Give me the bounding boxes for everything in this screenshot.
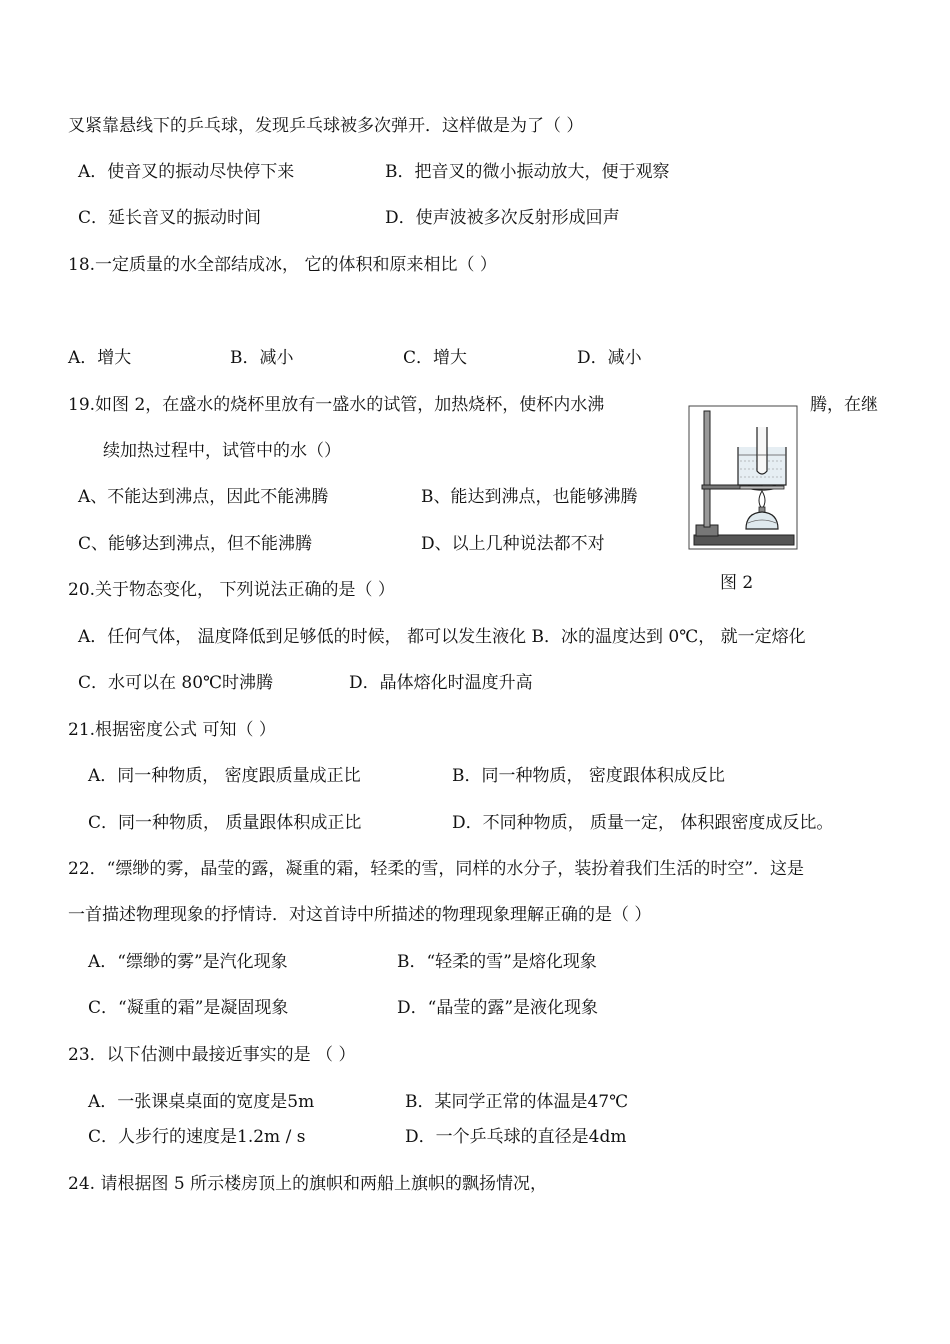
- q18-option-b: B．减小: [230, 348, 294, 368]
- q21-option-c: C．同一种物质， 质量跟体积成正比: [88, 813, 362, 833]
- q20-option-c: C．水可以在 80℃时沸腾: [78, 673, 274, 693]
- q23-option-d: D．一个乒乓球的直径是4dm: [405, 1127, 627, 1147]
- q19-option-a: A、不能达到沸点，因此不能沸腾: [78, 487, 329, 507]
- q19-option-c: C、能够达到沸点，但不能沸腾: [78, 534, 313, 554]
- q18-stem: 18.一定质量的水全部结成冰， 它的体积和原来相比（ ）: [68, 255, 497, 275]
- q22-stem-line1: 22．“缥缈的雾，晶莹的露，凝重的霜，轻柔的雪，同样的水分子，装扮着我们生活的时空”．这是: [68, 859, 805, 879]
- q21-option-a: A．同一种物质， 密度跟质量成正比: [88, 766, 361, 786]
- q22-option-a: A．“缥缈的雾”是汽化现象: [88, 952, 288, 972]
- q20-option-ab: A．任何气体， 温度降低到足够低的时候， 都可以发生液化 B．冰的温度达到 0℃， 就一定熔化: [78, 627, 806, 647]
- q22-stem-line2: 一首描述物理现象的抒情诗．对这首诗中所描述的物理现象理解正确的是（ ）: [68, 905, 652, 925]
- q17-option-d: D．使声波被多次反射形成回声: [385, 208, 620, 228]
- q22-option-b: B．“轻柔的雪”是熔化现象: [397, 952, 597, 972]
- q24-stem: 24. 请根据图 5 所示楼房顶上的旗帜和两船上旗帜的飘扬情况，: [68, 1174, 548, 1194]
- q22-option-c: C．“凝重的霜”是凝固现象: [88, 998, 289, 1018]
- q17-option-a: A．使音叉的振动尽快停下来: [78, 162, 295, 182]
- q18-option-c: C．增大: [403, 348, 468, 368]
- q17-option-c: C．延长音叉的振动时间: [78, 208, 262, 228]
- q20-option-d: D．晶体熔化时温度升高: [349, 673, 533, 693]
- beaker-heating-figure: [688, 405, 798, 550]
- q19-option-d: D、以上几种说法都不对: [421, 534, 605, 554]
- q23-stem: 23．以下估测中最接近事实的是 （ ）: [68, 1045, 356, 1065]
- q23-option-a: A．一张课桌桌面的宽度是5m: [88, 1092, 315, 1112]
- q23-option-b: B．某同学正常的体温是47℃: [405, 1092, 629, 1112]
- q20-stem: 20.关于物态变化， 下列说法正确的是（ ）: [68, 580, 395, 600]
- q17-option-b: B．把音叉的微小振动放大，便于观察: [385, 162, 670, 182]
- q21-option-d: D．不同种物质， 质量一定， 体积跟密度成反比。: [452, 813, 834, 833]
- q21-option-b: B．同一种物质， 密度跟体积成反比: [452, 766, 725, 786]
- q18-option-a: A．增大: [68, 348, 132, 368]
- q18-option-d: D．减小: [577, 348, 642, 368]
- q19-option-b: B、能达到沸点，也能够沸腾: [421, 487, 638, 507]
- q19-stem: 19.如图 2，在盛水的烧杯里放有一盛水的试管，加热烧杯，使杯内水沸: [68, 395, 605, 415]
- q17-stem: 叉紧靠悬线下的乒乓球，发现乒乓球被多次弹开．这样做是为了（ ）: [68, 116, 584, 136]
- q21-stem: 21.根据密度公式 可知（ ）: [68, 720, 276, 740]
- q19-stem-line2: 续加热过程中，试管中的水（）: [103, 441, 341, 461]
- q22-option-d: D．“晶莹的露”是液化现象: [397, 998, 599, 1018]
- q19-stem-end: 腾，在继: [810, 395, 878, 415]
- figure-2-caption: 图 2: [720, 573, 754, 593]
- q23-option-c: C．人步行的速度是1.2m / s: [88, 1127, 306, 1147]
